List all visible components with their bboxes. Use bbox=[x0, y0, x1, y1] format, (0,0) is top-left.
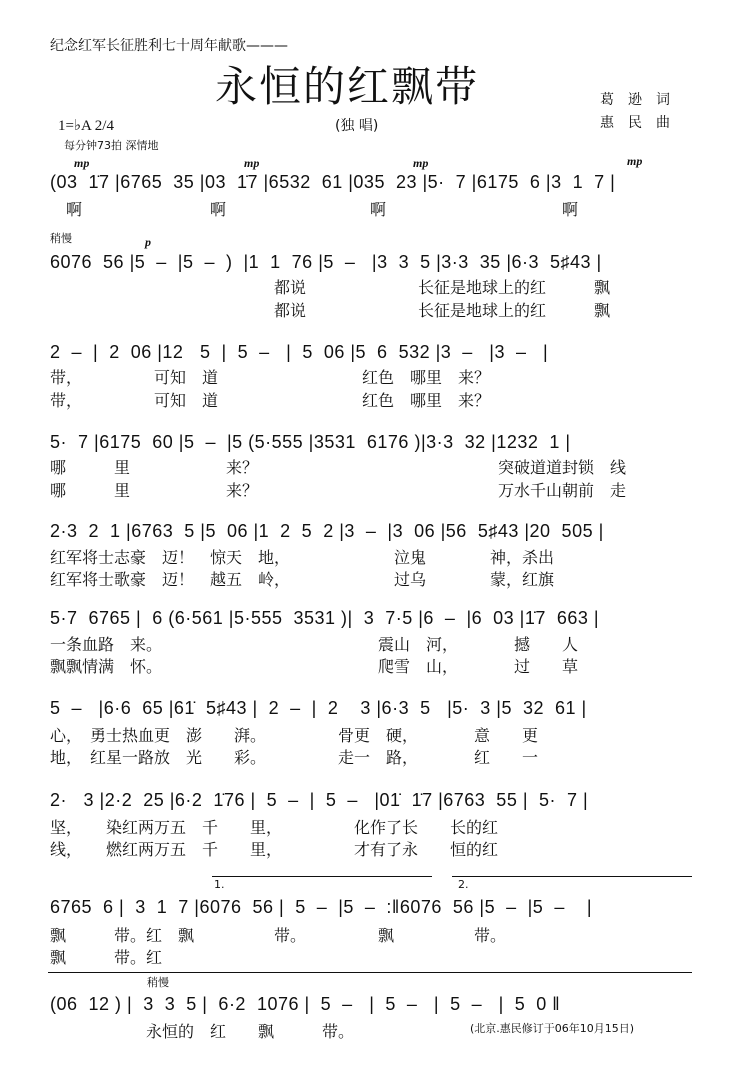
key-signature: 1=♭A 2/4 bbox=[58, 118, 114, 134]
dedication: 纪念红军长征胜利七十周年献歌——— bbox=[50, 38, 288, 54]
composer-credit: 惠民曲 bbox=[600, 115, 684, 131]
dynamic-mp: mp bbox=[413, 156, 429, 170]
notation-row: 5· 7 |6175 60 |5 – |5 (5·555 |3531 6176 )|3·3 32 |1232 1 | bbox=[50, 432, 571, 452]
notation-row: 5·7 6765 | 6 (6·561 |5·555 3531 )| 3 7·5 |6 – |6 03 |1̇7 663 | bbox=[50, 608, 600, 628]
song-title: 永恒的红飘带 bbox=[215, 62, 480, 111]
lyric-line: 永恒的 红 飘 带。 bbox=[50, 1022, 355, 1041]
dynamic-mp: mp bbox=[244, 156, 260, 170]
lyric-line: 都说 长征是地球上的红 飘 bbox=[50, 301, 611, 320]
tempo-slower: 稍慢 bbox=[50, 232, 72, 245]
volta-1-bracket bbox=[212, 876, 432, 877]
performance-type: (独 唱) bbox=[335, 118, 379, 134]
revision-note: (北京.惠民修订于06年10月15日) bbox=[470, 1022, 635, 1035]
lyric-line: 飘 带。红 飘 带。 飘 带。 bbox=[50, 926, 507, 945]
lyric-line: 哪 里 来？ 万水千山朝前 走 bbox=[50, 481, 627, 500]
tempo-marking: 每分钟73拍 深情地 bbox=[64, 139, 159, 152]
notation-row: 6765 6 | 3 1 7 |6076 56 | 5 – |5 – :‖6076 56 |5 – |5 – | bbox=[50, 897, 593, 917]
notation-row: 2 – | 2 06 |12 5 | 5 – | 5 06 |5 6 532 |3 – |3 – | bbox=[50, 342, 549, 362]
notation-row: (06 12 ) | 3 3 5 | 6·2 1076 | 5 – | 5 – | 5 – | 5 0 ‖ bbox=[50, 994, 561, 1014]
volta-2-bracket bbox=[452, 876, 692, 877]
dynamic-mp: mp bbox=[74, 156, 90, 170]
notation-row: 2·3 2 1 |6763 5 |5 06 |1 2 5 2 |3 – |3 06 |56 5♯43 |20 505 | bbox=[50, 521, 604, 541]
lyric-line: 心， 勇士热血更 澎 湃。 骨更 硬， 意 更 bbox=[50, 726, 539, 745]
lyric-line: 坚， 染红两万五 千 里， 化作了长 长的红 bbox=[50, 818, 499, 837]
lyric-line: 带， 可知 道 红色 哪里 来？ bbox=[50, 368, 491, 387]
lyric-line: 一条血路 来。 震山 河， 撼 人 bbox=[50, 635, 579, 654]
volta-2: 2. bbox=[458, 878, 469, 891]
lyric-line: 线， 燃红两万五 千 里， 才有了永 恒的红 bbox=[50, 840, 499, 859]
lyric-line: 啊 啊 啊 啊 bbox=[50, 200, 579, 219]
lyricist-credit: 葛逊词 bbox=[600, 92, 684, 108]
notation-row: 5 – |6·6 65 |61̇ 5♯43 | 2 – | 2 3 |6·3 5 |5· 3 |5 32 61 | bbox=[50, 698, 587, 718]
lyric-line: 哪 里 来？ 突破道道封锁 线 bbox=[50, 458, 627, 477]
notation-row: 2· 3 |2·2 25 |6·2 1̇76 | 5 – | 5 – |01̇ 1̇7 |6763 55 | 5· 7 | bbox=[50, 790, 589, 810]
notation-row: 6076 56 |5 – |5 – ) |1 1 76 |5 – |3 3 5 |3·3 35 |6·3 5♯43 | bbox=[50, 252, 602, 272]
ending-bracket bbox=[48, 972, 692, 973]
volta-1: 1. bbox=[214, 878, 225, 891]
lyric-line: 红军将士志豪 迈！ 惊天 地， 泣鬼 神，杀出 bbox=[50, 548, 555, 567]
dynamic-mp: mp bbox=[627, 154, 643, 168]
lyric-line: 红军将士歌豪 迈！ 越五 岭， 过乌 蒙，红旗 bbox=[50, 570, 555, 589]
lyric-line: 带， 可知 道 红色 哪里 来？ bbox=[50, 391, 491, 410]
lyric-line: 地， 红星一路放 光 彩。 走一 路， 红 一 bbox=[50, 748, 539, 767]
lyric-line: 飘 带。红 bbox=[50, 948, 163, 967]
dynamic-p: p bbox=[145, 235, 151, 249]
notation-row: (03 1̇7 |6765 35 |03 1̇7 |6532 61 |035 23 |5· 7 |6175 6 |3 1 7 | bbox=[50, 172, 616, 192]
lyric-line: 都说 长征是地球上的红 飘 bbox=[50, 278, 611, 297]
tempo-slower: 稍慢 bbox=[147, 976, 169, 989]
lyric-line: 飘飘情满 怀。 爬雪 山， 过 草 bbox=[50, 657, 579, 676]
